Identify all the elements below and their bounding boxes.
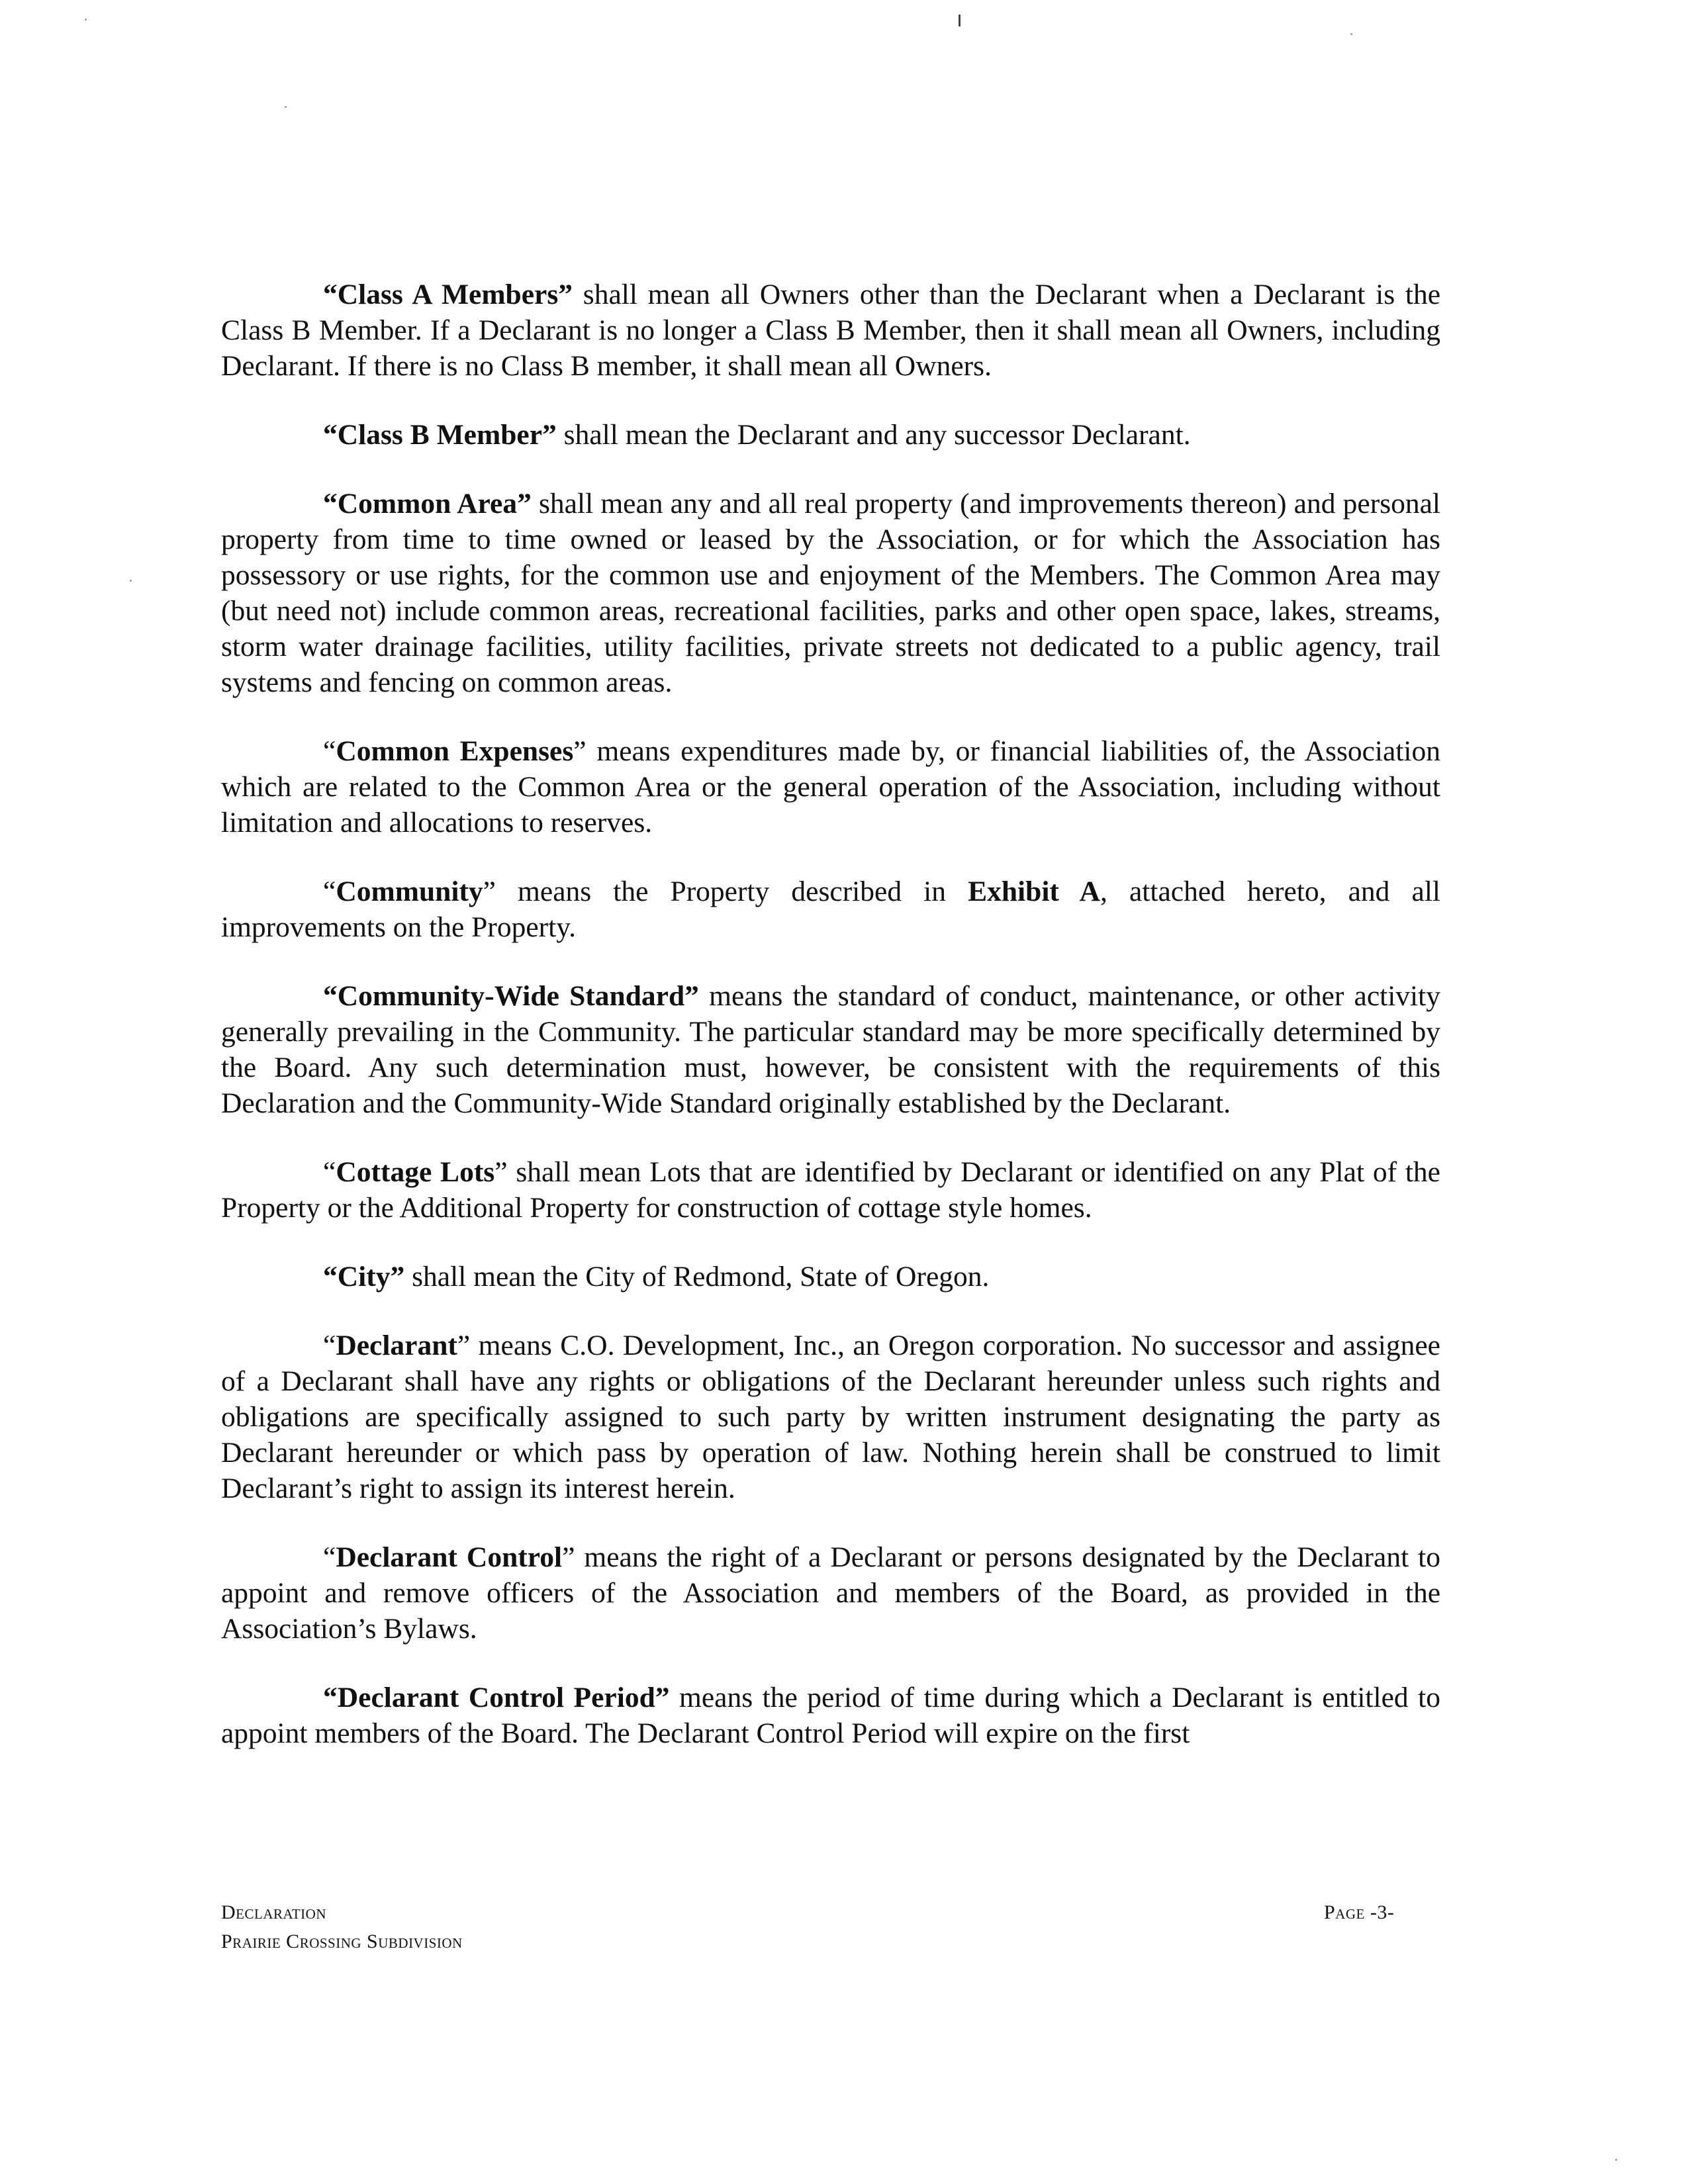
open-quote: “ [323,735,336,767]
definition-text: shall mean the Declarant and any successor Declarant. [556,419,1191,451]
footer-document-title [221,1898,463,1956]
definition-text: shall mean all Owners other than the Declarant when a Declarant is the Class B Member. If a Declarant is no longer a Class B Member, then it shall mean all Owners, including Declarant. If there is no Class B member, it shall mean all Owners. [221,279,1441,382]
defined-term: Declarant Control [336,1541,563,1573]
defined-term: “City” [323,1261,405,1293]
defined-term: “Declarant Control Period” [323,1682,670,1713]
defined-term: Community [336,876,483,907]
definition-text: means the period of time during which a Declarant is entitled to appoint members of the Board. The Declarant Control Period will expire on the first [221,1682,1440,1749]
footer-line-2: Prairie Crossing Subdivision [221,1931,463,1952]
definition-text: ” means expenditures made by, or financial liabilities of, the Association which are related to the Common Area or the general operation of the Association, including without limitation and allocations to reserves. [221,735,1440,839]
definition-city [221,1259,1440,1295]
definition-text: ” means the right of a Declarant or persons designated by the Declarant to appoint and remove officers of the Association and members of the Board, as provided in the Association’s Bylaws. [221,1541,1440,1645]
page-number: Page -3- [1324,1901,1395,1923]
open-quote: “ [323,876,336,907]
scan-mark [959,15,961,26]
scan-speck [85,19,87,21]
exhibit-reference: Exhibit A [968,876,1101,907]
defined-term: Cottage Lots [336,1156,495,1188]
scan-speck [1350,33,1352,35]
definition-class-a-members [221,277,1440,384]
definition-text: ” means C.O. Development, Inc., an Oregon corporation. No successor and assignee of a Declarant shall have any rights or obligations of the Declarant hereunder unless such rights and obligations are specifically assigned to such party by written instrument designating the party as Declarant hereunder or which pass by operation of law. Nothing herein shall be construed to limit Declarant’s right to assign its interest herein. [221,1330,1440,1504]
definition-common-area [221,486,1440,700]
definition-text: shall mean the City of Redmond, State of Oregon. [404,1261,990,1293]
definition-cottage-lots [221,1154,1440,1226]
definition-declarant-control [221,1539,1440,1647]
open-quote: “ [323,1330,336,1361]
definition-text: shall mean any and all real property (and improvements thereon) and personal property from time to time owned or leased by the Association, or for which the Association has possessory or use rights, for the common use and enjoyment of the Members. The Common Area may (but need not) include common areas, recreational facilities, parks and other open space, lakes, streams, storm water drainage facilities, utility facilities, private streets not dedicated to a public agency, trail systems and fencing on common areas. [221,488,1441,698]
scan-speck [285,106,287,108]
definition-text-cont: , attached hereto, and all improvements on the Property. [221,876,1440,943]
definition-text: ” shall mean Lots that are identified by Declarant or identified on any Plat of the Property or the Additional Property for construction of cottage style homes. [221,1156,1440,1224]
document-body [221,277,1440,1751]
definition-text: means the standard of conduct, maintenance, or other activity generally prevailing in the Community. The particular standard may be more specifically determined by the Board. Any such determination must, however, be consistent with the requirements of this Declaration and the Community-Wide Standard originally established by the Declarant. [221,980,1440,1119]
defined-term: “Class B Member” [323,419,557,451]
defined-term: “Community-Wide Standard” [323,980,699,1012]
definition-community [221,874,1440,945]
scan-speck [130,580,132,582]
scan-speck [1615,2159,1617,2161]
definition-common-expenses [221,733,1440,841]
defined-term: Common Expenses [336,735,574,767]
defined-term: Declarant [336,1330,457,1361]
open-quote: “ [323,1156,336,1188]
definition-community-wide-standard [221,978,1440,1121]
definition-class-b-member [221,417,1440,453]
defined-term: “Class A Members” [323,279,573,310]
definition-declarant [221,1328,1440,1506]
footer-line-1: Declaration [221,1901,326,1923]
definition-declarant-control-period [221,1680,1440,1751]
definition-text: ” means the Property described in [483,876,968,907]
open-quote: “ [323,1541,336,1573]
defined-term: “Common Area” [323,488,532,520]
